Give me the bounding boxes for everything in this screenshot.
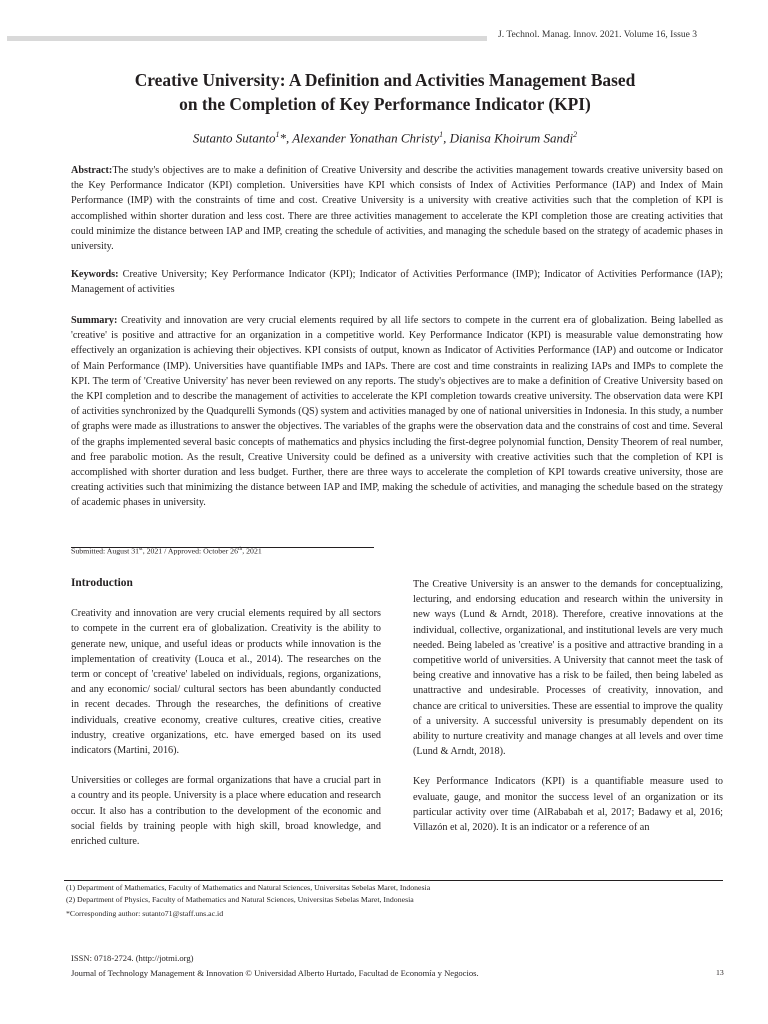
publisher-line: Journal of Technology Management & Innovation © Universidad Alberto Hurtado, Facultad de Economía y Negocios.	[71, 968, 479, 978]
intro-paragraph-3: The Creative University is an answer to the demands for conceptualizing, lecturing, and endorsing education and research within the university in new ways (Lund & Arndt, 2018). Therefore, creative innovations at the individual, collective, organizational, and institutional levels are very much needed. Being labeled as 'creative' is a positive and attractive branding in a competitive world of universities. A University that cannot meet the task of being creative and innovative has a risk to be failed, then being labeled as unattractive and undesirable. Processes of creativity, innovation, and chance are critical to universities. These are essential to improve the quality of a university. A successful university is presumably dependent on its ability to nurture creativity and manage changes at all levels and over time (Lund & Arndt, 2018).	[413, 579, 723, 758]
page-number: 13	[716, 968, 724, 977]
approved-date: , 2021 / Approved: October 26	[142, 546, 238, 556]
intro-paragraph-2: Universities or colleges are formal organizations that have a crucial part in a country and its people. University is a place where education and research occur. It also has a contribution to the development of the economic and social fields by training people with high skill, broad knowledge, and enriched culture.	[71, 775, 381, 848]
keywords-label: Keywords:	[71, 269, 119, 280]
author-list	[60, 130, 710, 146]
right-column	[413, 577, 723, 850]
issn-line: ISSN: 0718-2724. (http://jotmi.org)	[71, 953, 194, 963]
footnote-affiliation-2: (2) Department of Physics, Faculty of Mathematics and Natural Sciences, Universitas Sebelas Maret, Indonesia	[66, 894, 414, 904]
title-line-1: Creative University: A Definition and Activities Management Based	[134, 70, 636, 90]
abstract	[71, 163, 723, 254]
abstract-label: Abstract:	[71, 165, 113, 176]
header-rule	[7, 36, 487, 41]
summary-label: Summary:	[71, 315, 118, 326]
author-1: Sutanto Sutanto	[192, 130, 276, 146]
author-2-affiliation: 1	[439, 130, 444, 139]
submitted-date-suffix: st	[139, 546, 143, 552]
summary	[71, 313, 723, 511]
author-1-affiliation: 1	[275, 130, 280, 139]
author-separator: ,	[443, 130, 450, 146]
footnote-rule	[64, 880, 723, 881]
intro-paragraph-4: Key Performance Indicators (KPI) is a quantifiable measure used to evaluate, gauge, and monitor the success level of an organization or its particular activity over time (AlRababah et al, 2017; Badawy et al, 2016; Villazón et al, 2020). It is an indicator or a reference of an	[413, 776, 723, 834]
page-footer	[71, 951, 479, 981]
keywords	[71, 267, 723, 297]
submitted-date: Submitted: August 31	[71, 546, 140, 556]
summary-text: Creativity and innovation are very crucial elements required by all life sectors to compete in the current era of globalization. Being labelled as 'creative' is positive and attractive for an organization in a competitive world. Key Performance Indicator (KPI) is measurable value demonstrating how effectively an organization is achieving their objectives. KPI consists of output, known as Indicator of Activities Performance (IAP) and outcome or Indicator of Main Performance (IMP). Universities have quantifiable IMPs and IAPs. There are cost and time constraints in realizing IAPs and IMPs to complete the KPI. The term of 'Creative University' has never been reviewed on any reports. The study's objectives are to make a definition of Creative University based on the KPI completion and to describe the management of activities to accelerate the KPI completion towards creative university. The observation data were KPI of activities synchronized by the Quadqurelli Symonds (QS) system and activities managed by one of national universities in Indonesia. In this study, a number of graphs were made as illustrations to answer the objectives. The variables of the graphs were the observation data and the constrains of cost and time. Several of the graphs implemented several basic concepts of mathematics and physics including the first-degree polynomial function, Density Theorem of real number, and free parabolic motion. As the result, Creative University could be defined as a university with creative activities such that the completion of KPI is accomplished with shorter duration and less budget. Further, there are three ways to accelerate the completion of KPI towards creative university, those are creating activities such that minimizing the distance between IAP and IMP, making the schedule of activities, and managing the schedule based on the strategy of academic phases in university.	[71, 315, 723, 509]
journal-reference: J. Technol. Manag. Innov. 2021. Volume 16, Issue 3	[498, 29, 698, 40]
author-1-mark: *,	[279, 130, 293, 146]
keywords-text: Creative University; Key Performance Indicator (KPI); Indicator of Activities Performance (IMP); Indicator of Activities Performance (IAP); Management of activities	[71, 269, 723, 296]
intro-paragraph-1: Creativity and innovation are very crucial elements required by all sectors to compete in the current era of globalization. Creativity is the ability to generate new, unique, and useful ideas or products while innovation is the implementation of creativity (Louca et al., 2014). The researches on the term or concept of 'creative' labeled on individuals, regions, organizations, and any economic/ social/ cultural sectors has been abundantly conducted in recent decades. Through the researches, the definitions of creative individuals, creative economy, creative cultures, creative cities, creative industry, creative organizations, etc. have emerged based on its used indicators (Martini, 2016).	[71, 608, 381, 757]
author-3: Dianisa Khoirum Sandi	[449, 130, 574, 146]
abstract-text: The study's objectives are to make a definition of Creative University and describe the activities management towards creative university based on the Key Performance Indicator (KPI) completion. Universities have KPI which consists of Index of Activities Performance (IAP) and Index of Main Performance (IMP) with the constraints of time and cost. Creative University is a university with creative activities such that the completion of KPI is accomplished within shorter duration and less cost. There are three activities management to accelerate the KPI completion those are creating activities that could minimize the distance between IAP and IMP, creating the schedule of activities, and managing the schedule based on the strategy of academic phases in university.	[71, 165, 723, 253]
author-3-affiliation: 2	[573, 130, 578, 139]
corresponding-author: *Corresponding author: sutanto71@staff.uns.ac.id	[66, 909, 224, 918]
approved-year: , 2021	[242, 546, 262, 556]
approved-date-suffix: th	[237, 546, 243, 552]
footnote-affiliation-1: (1) Department of Mathematics, Faculty of Mathematics and Natural Sciences, Universitas Sebelas Maret, Indonesia	[66, 883, 431, 892]
footnotes	[66, 882, 430, 920]
left-column	[71, 576, 381, 864]
title-line-2: on the Completion of Key Performance Indicator (KPI)	[179, 94, 591, 114]
author-2: Alexander Yonathan Christy	[292, 130, 440, 146]
submission-dates	[71, 546, 262, 556]
article-title	[60, 68, 710, 116]
introduction-heading: Introduction	[71, 577, 133, 589]
